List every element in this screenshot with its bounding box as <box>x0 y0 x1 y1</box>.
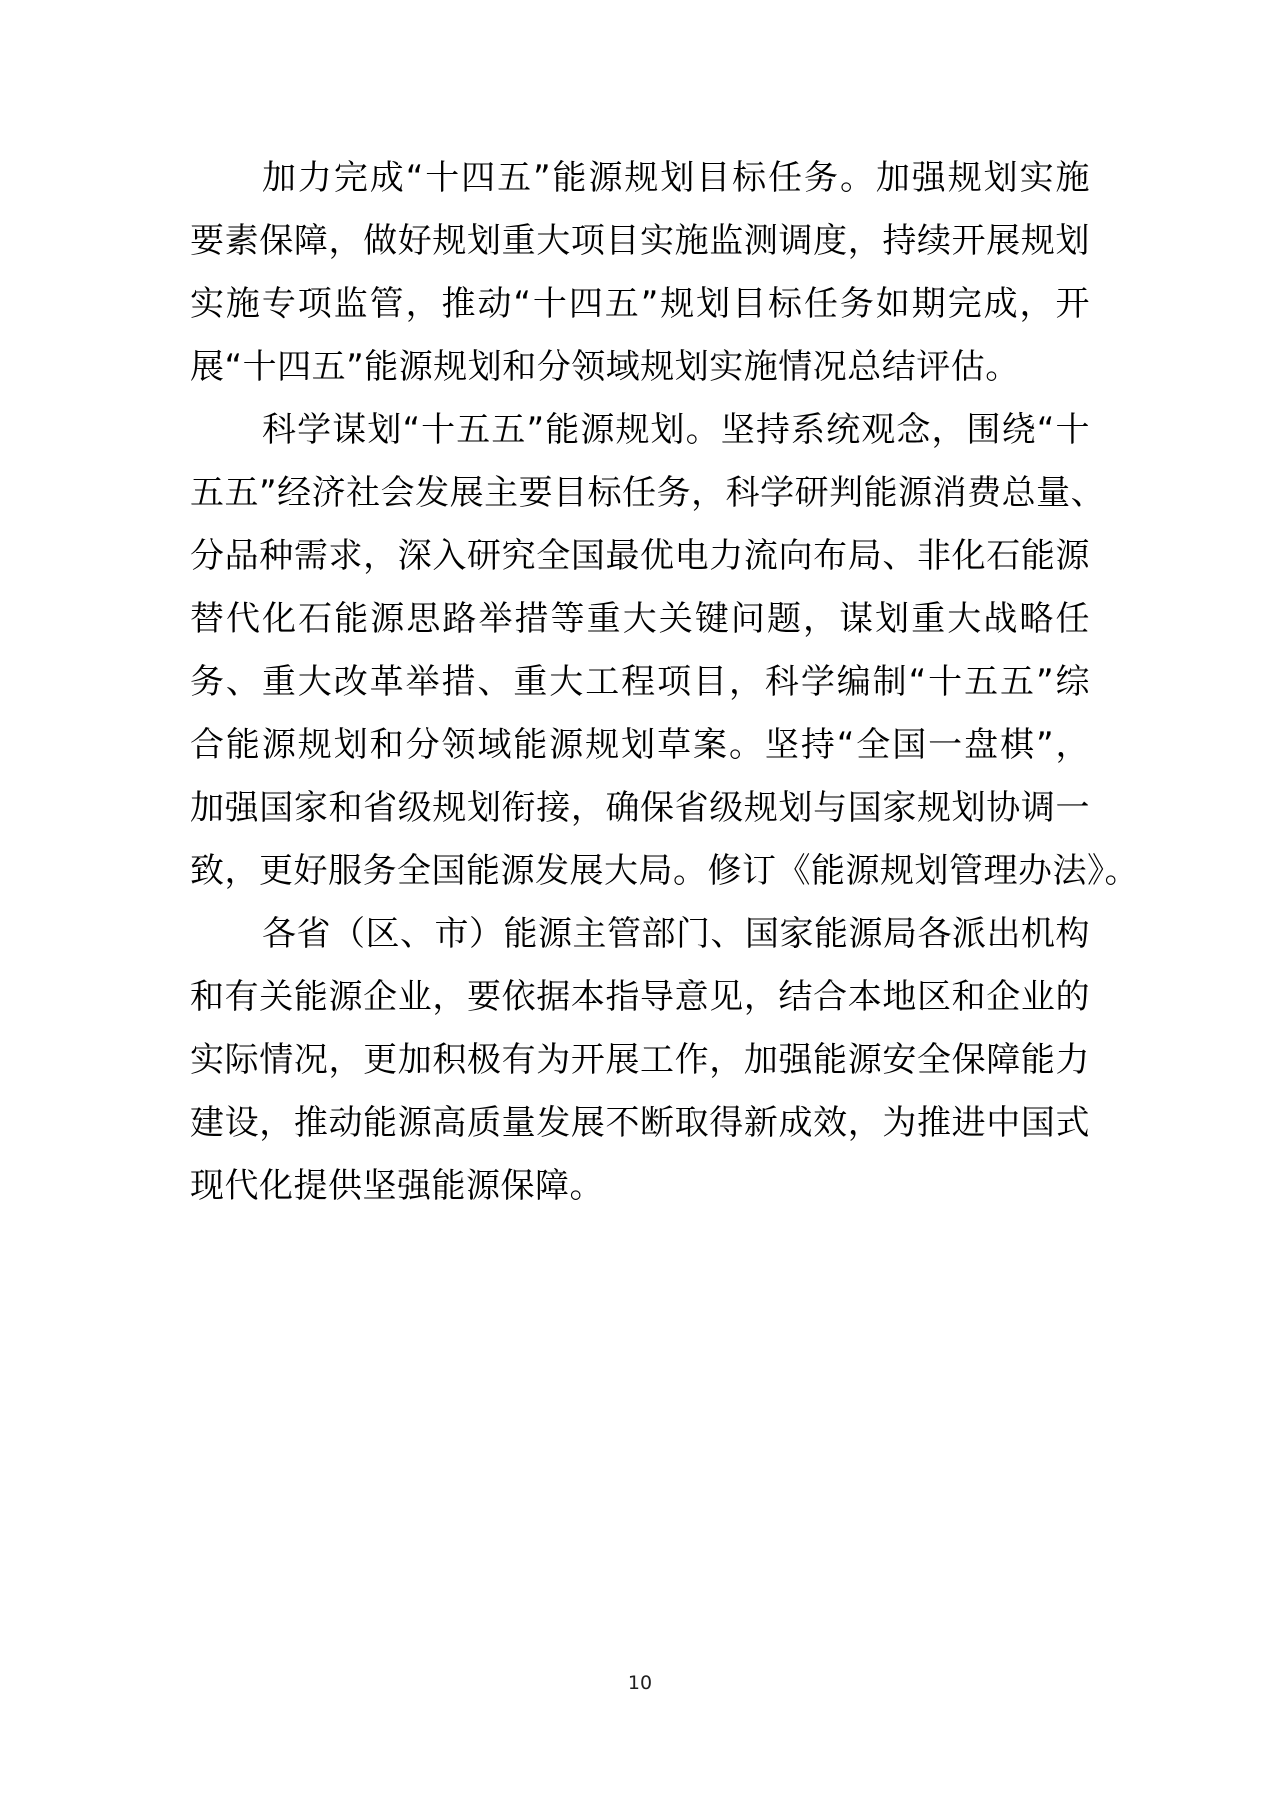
text-line: 现代化提供坚强能源保障。 <box>190 1166 604 1206</box>
text-line: 务、重大改革举措、重大工程项目，科学编制“十五五”综 <box>190 662 1090 702</box>
text-line: 五五”经济社会发展主要目标任务，科学研判能源消费总量、 <box>190 473 1106 513</box>
text-line: 要素保障，做好规划重大项目实施监测调度，持续开展规划 <box>190 221 1090 261</box>
text-line: 科学谋划“十五五”能源规划。坚持系统观念，围绕“十 <box>262 410 1090 450</box>
text-line: 加强国家和省级规划衔接，确保省级规划与国家规划协调一 <box>190 788 1090 828</box>
text-line: 致，更好服务全国能源发展大局。修订《能源规划管理办法》。 <box>190 851 1139 891</box>
text-line: 建设，推动能源高质量发展不断取得新成效，为推进中国式 <box>190 1103 1090 1143</box>
paragraph <box>190 903 1090 1218</box>
page-number: 10 <box>627 1672 653 1694</box>
paragraph <box>190 399 1139 903</box>
text-line: 实施专项监管，推动“十四五”规划目标任务如期完成，开 <box>190 284 1090 324</box>
text-line: 替代化石能源思路举措等重大关键问题，谋划重大战略任 <box>190 599 1090 639</box>
text-line: 分品种需求，深入研究全国最优电力流向布局、非化石能源 <box>190 536 1090 576</box>
text-line: 合能源规划和分领域能源规划草案。坚持“全国一盘棋”， <box>190 725 1090 765</box>
text-line: 展“十四五”能源规划和分领域规划实施情况总结评估。 <box>190 347 1020 387</box>
page-footer <box>0 1672 1280 1694</box>
document-body <box>190 147 1139 1218</box>
text-line: 各省（区、市）能源主管部门、国家能源局各派出机构 <box>262 914 1090 954</box>
paragraph <box>190 147 1090 399</box>
text-line: 和有关能源企业，要依据本指导意见，结合本地区和企业的 <box>190 977 1090 1017</box>
text-line: 加力完成“十四五”能源规划目标任务。加强规划实施 <box>262 158 1090 198</box>
text-line: 实际情况，更加积极有为开展工作，加强能源安全保障能力 <box>190 1040 1090 1080</box>
